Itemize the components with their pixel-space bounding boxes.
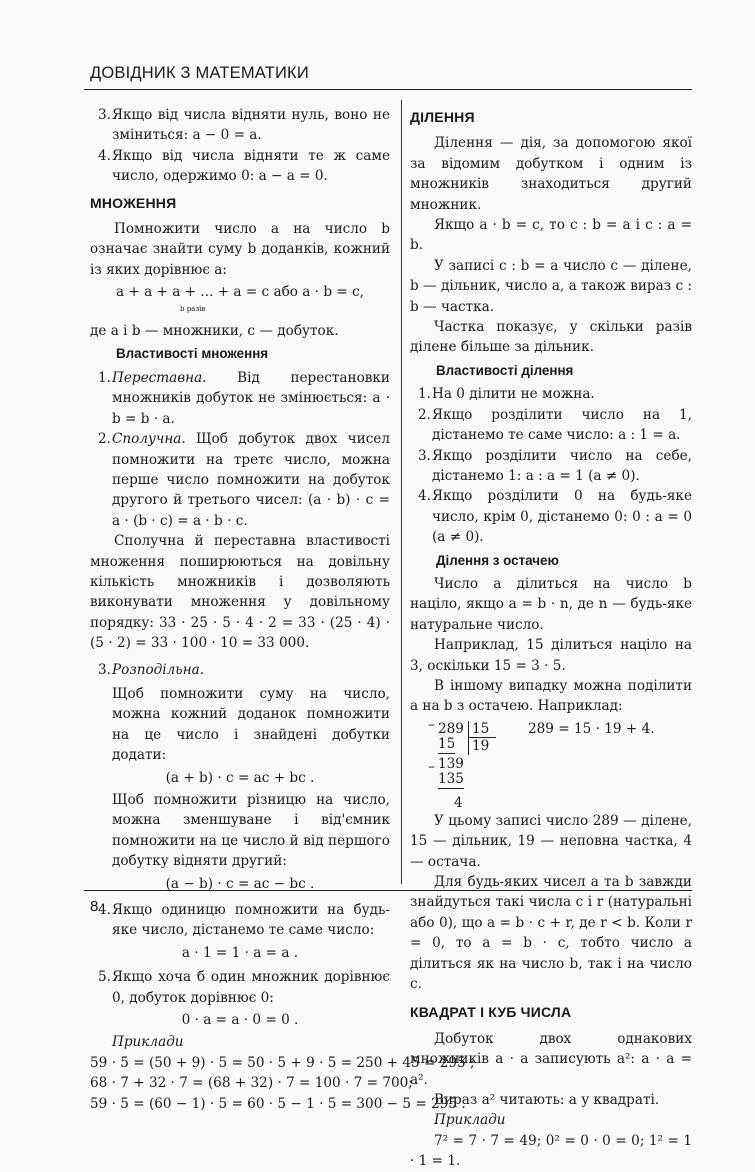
list-item: 2. Якщо розділити число на 1, дістанемо те саме число: a : 1 = a. (418, 406, 692, 444)
list-item: 4. Якщо від числа відняти те ж саме число, одержимо 0: a − a = 0. (98, 147, 390, 185)
rem-general: Для будь-яких чисел a та b завжди знайдуться такі числа c і r (натуральні або 0), що a = b · c + r, де r < b. Коли r = 0, то a = b · c, тобто число a ділиться як на число b, так і на число c. (410, 874, 692, 993)
list-item: 3. Якщо від числа відняти нуль, воно не зміниться: a − 0 = a. (98, 107, 390, 144)
example-line: 59 · 5 = (60 − 1) · 5 = 60 · 5 − 1 · 5 = 300 − 5 = 295 . (90, 1095, 466, 1112)
mult-formula: a + a + a + ... + a = c або a · b = c, (115, 284, 364, 301)
remainder: 4 (454, 794, 463, 811)
square-examples: 7² = 7 · 7 = 49; 0² = 0 · 0 = 0; 1² = 1 · 1 = 1. (410, 1132, 692, 1170)
footer-rule (84, 890, 692, 891)
example-line: 68 · 7 + 32 · 7 = (68 + 32) · 7 = 100 · 7 = 700; (90, 1075, 413, 1092)
brace-note: b разів (180, 304, 206, 313)
long-division (428, 716, 692, 811)
subtrahend: 15 (438, 735, 456, 752)
section-heading-square-cube: КВАДРАТ І КУБ ЧИСЛА (410, 1004, 572, 1021)
div-notation: У записі c : b = a число c — ділене, b — дільник, число a, а також вираз c : b — частка. (410, 257, 692, 315)
examples-label: Приклади (112, 1034, 184, 1051)
property-3-text-diff: Щоб помножити різницю на число, можна зменшуване і від'ємник помножити на це число й від першого добутку відняти другий: (112, 792, 390, 870)
section-heading-division: ДІЛЕННЯ (410, 109, 475, 125)
property-2: 2. Сполучна. Щоб добуток двох чисел помножити на третє число, можна перше число помножити на добуток другого й третього чисел: (a · b) · c = a · (b · c) = a · b · c. (98, 431, 390, 529)
property-1: 1. Переставна. Від перестановки множників добуток не змінюється: a · b = b · a. (98, 369, 390, 427)
quotient: 19 (472, 737, 490, 754)
div-quotient: Частка показує, у скільки разів ділене більше за дільник. (410, 319, 692, 356)
property-4-formula: a · 1 = 1 · a = a . (181, 944, 299, 961)
section-heading-multiplication: МНОЖЕННЯ (90, 194, 177, 211)
property-2-extra: Сполучна й переставна властивості множення поширюються на довільну кількість множників і дозволяють виконувати множення у довільному порядку: 33 · 25 · 5 · 4 · 2 = 33 · (25 · 4) · (5 · 2) = 33 · 100 · 10 = 33 000. (90, 533, 390, 652)
example-line: 59 · 5 = (50 + 9) · 5 = 50 · 5 + 9 · 5 = 250 + 45 = 295 ; (90, 1054, 475, 1071)
div-if: Якщо a · b = c, то c : b = a і c : a = b. (410, 217, 692, 254)
subheading-mult-properties: Властивості множення (116, 346, 269, 362)
partial-dividend: 139 (438, 755, 464, 772)
property-3-formula-diff: (a − b) · c = ac − bc . (165, 875, 315, 892)
rem-other: В іншому випадку можна поділити a на b з остачею. Наприклад: (410, 677, 692, 715)
mult-where: де a і b — множники, c — добуток. (90, 323, 339, 340)
rem-explain: У цьому записі число 289 — ділене, 15 — дільник, 19 — неповна частка, 4 — остача. (410, 812, 692, 870)
right-column (410, 105, 692, 1172)
square-examples-label: Приклади (434, 1112, 506, 1129)
mult-intro: Помножити число a на число b означає знайти суму b доданків, кожний із яких дорівнює a: (90, 221, 390, 278)
divisor: 15 (472, 720, 490, 737)
rem-example: Наприклад, 15 ділиться націло на 3, оскільки 15 = 3 · 5. (410, 637, 692, 674)
square-definition: Добуток двох однакових множників a · a записують a²: a · a = a². (410, 1030, 692, 1088)
division-result: 289 = 15 · 19 + 4. (528, 720, 655, 737)
list-item: 3. Якщо розділити число на себе, дістанемо 1: a : a = 1 (a ≠ 0). (418, 447, 692, 484)
property-3-text-sum: Щоб помножити суму на число, можна кожний доданок помножити на це число і знайдені добутки додати: (112, 685, 390, 764)
rem-definition: Число a ділиться на число b націло, якщо a = b · n, де n — будь-яке натуральне число. (410, 575, 692, 633)
property-4: 4. Якщо одиницю помножити на будь-яке число, дістанемо те саме число: (98, 902, 390, 939)
list-item: 1. На 0 ділити не можна. (418, 386, 595, 403)
list-item: 4. Якщо розділити 0 на будь-яке число, крім 0, дістанемо 0: 0 : a = 0 (a ≠ 0). (418, 488, 692, 546)
page-number: 8 (90, 898, 99, 915)
property-3: 3. Розподільна. (98, 661, 205, 678)
column-divider (401, 100, 402, 884)
minus-sign: – (428, 758, 435, 775)
subheading-div-properties: Властивості ділення (436, 362, 574, 378)
property-5-formula: 0 · a = a · 0 = 0 . (181, 1012, 299, 1029)
partial-subtrahend: 135 (438, 770, 464, 787)
div-intro: Ділення — дія, за допомогою якої за відомим добутком і одним із множників знаходиться другий множник. (410, 135, 692, 213)
dividend: 289 (438, 720, 464, 737)
property-5: 5. Якщо хоча б один множник дорівнює 0, добуток дорівнює 0: (98, 969, 390, 1006)
page-header: ДОВІДНИК З МАТЕМАТИКИ (90, 64, 309, 82)
square-reading: Вираз a² читають: a у квадраті. (434, 1092, 660, 1109)
property-3-formula-sum: (a + b) · c = ac + bc . (165, 769, 315, 786)
division-bar (468, 721, 469, 755)
header-rule (84, 89, 692, 90)
minus-sign: – (428, 716, 435, 733)
subheading-remainder: Ділення з остачею (436, 552, 559, 568)
